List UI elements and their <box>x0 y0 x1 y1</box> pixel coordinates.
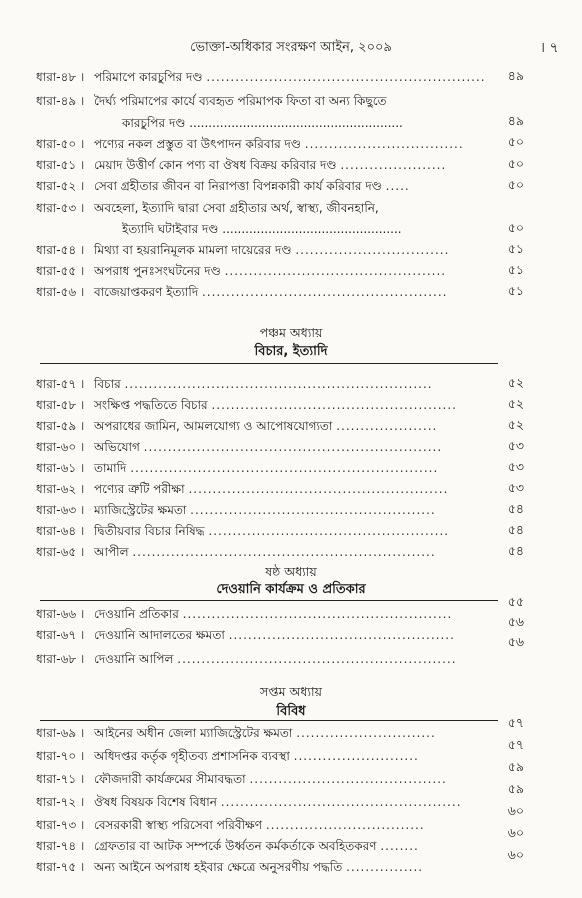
toc-entry <box>36 524 530 539</box>
leader-dots: .............................................. <box>224 264 447 278</box>
section-key: ধারা-৭১ । <box>36 772 85 786</box>
section-key: ধারা-৪৮ । <box>36 70 85 84</box>
section-key: ধারা-৬৭ । <box>36 628 85 642</box>
section-title: বাজেয়াপ্তকরণ ইত্যাদি <box>94 285 202 299</box>
leader-dots: ................................................................ <box>130 461 439 475</box>
section-key: ধারা-৫১ । <box>36 158 85 172</box>
toc-entry <box>36 503 530 518</box>
toc-entry <box>36 628 530 643</box>
divider <box>40 363 498 364</box>
toc-page-ref: ৫৩ <box>507 480 524 495</box>
section-title: দৈর্ঘ্য পরিমাপের কার্যে ব্যবহৃত পরিমাপক ফিতা বা অন্য কিছুতে <box>94 94 387 108</box>
toc-entry <box>36 70 530 85</box>
section-key: ধারা-৫৯ । <box>36 419 85 433</box>
section-key: ধারা-৬৫ । <box>36 545 85 559</box>
section-key: ধারা-৬১ । <box>36 461 85 475</box>
section-key: ধারা-৫৫ । <box>36 264 85 278</box>
toc-page-ref: ৪৯ <box>507 113 524 128</box>
toc-page-ref: ৫০ <box>507 177 524 192</box>
leader-dots: ......................................... <box>249 772 447 786</box>
toc-page-ref: ৫১ <box>507 241 524 256</box>
section-title: অপরাধের জামিন, আমলযোগ্য ও আপোষযোগ্যতা <box>94 419 337 433</box>
section-title: সেবা গ্রহীতার জীবন বা নিরাপত্তা বিপন্নকারী কার্য করিবার দণ্ড <box>94 179 386 193</box>
section-key: ধারা-৭৪ । <box>36 839 85 853</box>
toc-entry <box>36 461 530 476</box>
section-title: সংক্ষিপ্ত পদ্ধতিতে বিচার <box>94 398 212 412</box>
leader-dots: ...................... <box>340 158 447 172</box>
divider <box>40 600 498 601</box>
section-title: অভিযোগ <box>94 440 144 454</box>
toc-page-ref: ৫৩ <box>507 438 524 453</box>
leader-dots: ................................................... <box>190 503 436 517</box>
section-title: অবহেলা, ইত্যাদি দ্বারা সেবা গ্রহীতার অর্থ, স্বাস্থ্য, জীবনহানি, <box>94 201 379 215</box>
leader-dots: ........................................................ <box>182 607 453 621</box>
toc-page-ref: ৪৯ <box>507 68 524 83</box>
section-title: দেওয়ানি প্রতিকার <box>94 607 183 621</box>
toc-entry <box>36 243 530 258</box>
section-title: অধিদপ্তর কর্তৃক গৃহীতব্য প্রশাসনিক ব্যবস্থা <box>94 749 294 763</box>
section-title: পণ্যের নকল প্রস্তুত বা উৎপাদন করিবার দণ্ড <box>94 137 305 151</box>
section-key: ধারা-৬৯ । <box>36 726 85 740</box>
section-title: দেওয়ানি আদালতের ক্ষমতা <box>94 628 229 642</box>
leader-dots: ........ <box>380 839 419 853</box>
section-title: পরিমাপে কারচুপির দণ্ড <box>94 70 207 84</box>
toc-entry <box>36 749 530 764</box>
chapter-subtitle: বিচার, ইত্যাদি <box>254 344 328 359</box>
section-title: মিথ্যা বা হয়রানিমূলক মামলা দায়েরের দণ্ড <box>94 243 296 257</box>
toc-page-ref: ৫৯ <box>507 759 524 774</box>
chapter-heading: পঞ্চম অধ্যায় <box>259 325 323 340</box>
leader-dots: ............................................................... <box>132 545 436 559</box>
section-title: আইনের অধীন জেলা ম্যাজিস্ট্রেটের ক্ষমতা <box>94 726 297 740</box>
toc-page-ref: ৫২ <box>507 396 524 411</box>
section-key: ধারা-৫২ । <box>36 179 85 193</box>
section-key: ধারা-৭২ । <box>36 795 85 809</box>
section-key: ধারা-৭০ । <box>36 749 85 763</box>
toc-page-ref: ৬০ <box>507 803 524 818</box>
chapter-heading: সপ্তম অধ্যায় <box>260 684 322 699</box>
leader-dots: ................................................................ <box>124 377 433 391</box>
section-title-continued: কারচুপির দণ্ড ........................................................ <box>122 116 403 130</box>
toc-page-ref: ৬০ <box>507 847 524 862</box>
toc-page-ref: ৫৭ <box>507 737 524 752</box>
toc-entry <box>36 158 530 173</box>
chapter-subtitle: বিবিধ <box>276 704 306 719</box>
section-key: ধারা-৭৫ । <box>36 860 85 874</box>
section-key: ধারা-৭৩ । <box>36 818 85 832</box>
toc-entry <box>36 285 530 300</box>
toc-page-ref: ৫৩ <box>507 459 524 474</box>
toc-entry <box>36 94 530 109</box>
section-title: তামাদি <box>94 461 131 475</box>
leader-dots: ................ <box>346 860 424 874</box>
section-title: আপীল <box>94 545 133 559</box>
section-title: ফৌজদারী কার্যক্রমের সীমাবদ্ধতা <box>94 772 250 786</box>
leader-dots: ............................. <box>296 726 436 740</box>
toc-page-ref: ৫৫ <box>507 594 524 609</box>
section-title: মেয়াদ উত্তীর্ণ কোন পণ্য বা ঔষধ বিক্রয় করিবার দণ্ড <box>94 158 341 172</box>
toc-page-ref: ৫১ <box>507 283 524 298</box>
chapter-heading: ষষ্ঠ অধ্যায় <box>265 564 317 579</box>
leader-dots: ................................. <box>304 137 464 151</box>
toc-entry <box>36 201 530 216</box>
toc-page-ref: ৫১ <box>507 262 524 277</box>
section-key: ধারা-৬৮ । <box>36 652 85 666</box>
toc-entry <box>36 179 530 194</box>
section-key: ধারা-৫৮ । <box>36 398 85 412</box>
leader-dots: ................................. <box>265 818 425 832</box>
toc-entry <box>36 137 530 152</box>
leader-dots: .................................................. <box>220 795 462 809</box>
section-key: ধারা-৫৩ । <box>36 201 85 215</box>
section-key: ধারা-৬৪ । <box>36 524 85 538</box>
toc-page-ref: ৫৬ <box>507 634 524 649</box>
running-header-title: ভোক্তা-অধিকার সংরক্ষণ আইন, ২০০৯ <box>190 40 392 55</box>
section-key: ধারা-৬৬ । <box>36 607 85 621</box>
section-title: বেসরকারী স্বাস্থ্য পরিসেবা পরিবীক্ষণ <box>94 818 266 832</box>
toc-page-ref: ৬০ <box>507 825 524 840</box>
toc-entry <box>36 772 530 787</box>
section-title: ঔষধ বিষয়ক বিশেষ বিধান <box>94 795 221 809</box>
divider <box>40 720 498 721</box>
section-title: ম্যাজিস্ট্রেটের ক্ষমতা <box>94 503 191 517</box>
leader-dots: ................................................... <box>201 285 448 299</box>
leader-dots: .......................................................... <box>206 70 486 84</box>
toc-entry <box>36 795 530 810</box>
leader-dots: .............................................................. <box>143 440 443 454</box>
section-key: ধারা-৬২ । <box>36 482 85 496</box>
toc-entry <box>36 264 530 279</box>
section-key: ধারা-৫০ । <box>36 137 85 151</box>
toc-entry <box>36 818 530 833</box>
toc-entry <box>36 482 530 497</box>
toc-page-ref: ৫৪ <box>507 522 524 537</box>
toc-entry <box>36 839 530 854</box>
toc-page-ref: ৫৯ <box>507 781 524 796</box>
section-title: দ্বিতীয়বার বিচার নিষিদ্ধ <box>94 524 209 538</box>
leader-dots: ..................... <box>336 419 438 433</box>
toc-page-ref: ৫২ <box>507 417 524 432</box>
toc-page-ref: ৫৪ <box>507 543 524 558</box>
section-key: ধারা-৫৬ । <box>36 285 85 299</box>
leader-dots: ............................................... <box>228 628 455 642</box>
section-title-continued: ইত্যাদি ঘটাইবার দণ্ড ............................................... <box>122 222 402 236</box>
leader-dots: ..... <box>385 179 410 193</box>
toc-entry <box>36 398 530 413</box>
toc-page-ref: ৫০ <box>507 134 524 149</box>
toc-entry <box>36 419 530 434</box>
chapter-subtitle: দেওয়ানি কার্যক্রম ও প্রতিকার <box>216 582 366 597</box>
toc-entry <box>36 607 530 622</box>
section-title: পণ্যের ত্রুটি পরীক্ষা <box>94 482 189 496</box>
toc-entry <box>36 652 530 667</box>
leader-dots: .......................................................... <box>177 652 457 666</box>
toc-page-ref: ৫২ <box>507 375 524 390</box>
toc-page-ref: ৫৭ <box>507 715 524 730</box>
toc-entry <box>36 545 530 560</box>
toc-page-ref: ৫৪ <box>507 501 524 516</box>
leader-dots: .......................... <box>293 749 419 763</box>
section-key: ধারা-৪৯ । <box>36 94 85 108</box>
toc-entry <box>36 726 530 741</box>
leader-dots: .................................................. <box>208 524 450 538</box>
leader-dots: ................................ <box>295 243 450 257</box>
toc-page-ref: ৫৬ <box>507 614 524 629</box>
section-key: ধারা-৬০ । <box>36 440 85 454</box>
toc-entry <box>36 377 530 392</box>
section-key: ধারা-৬৩ । <box>36 503 85 517</box>
section-title: দেওয়ানি আপিল <box>94 652 178 666</box>
section-title: অপরাধ পুনঃসংঘটনের দণ্ড <box>94 264 225 278</box>
leader-dots: ................................................... <box>211 398 457 412</box>
toc-page-ref: ৫০ <box>507 156 524 171</box>
section-title: বিচার <box>94 377 125 391</box>
leader-dots: ...................................................... <box>188 482 449 496</box>
section-title: অন্য আইনে অপরাধ হইবার ক্ষেত্রে অনুসরণীয় পদ্ধতি <box>94 860 347 874</box>
toc-entry <box>36 440 530 455</box>
toc-entry <box>36 860 530 875</box>
section-title: গ্রেফতার বা আটক সম্পর্কে উর্ধ্বতন কর্মকর্তাকে অবহিতকরণ <box>94 839 381 853</box>
section-key: ধারা-৫৪ । <box>36 243 85 257</box>
page-number: । ৭ <box>540 40 559 56</box>
section-key: ধারা-৫৭ । <box>36 377 85 391</box>
toc-page-ref: ৫০ <box>507 220 524 235</box>
